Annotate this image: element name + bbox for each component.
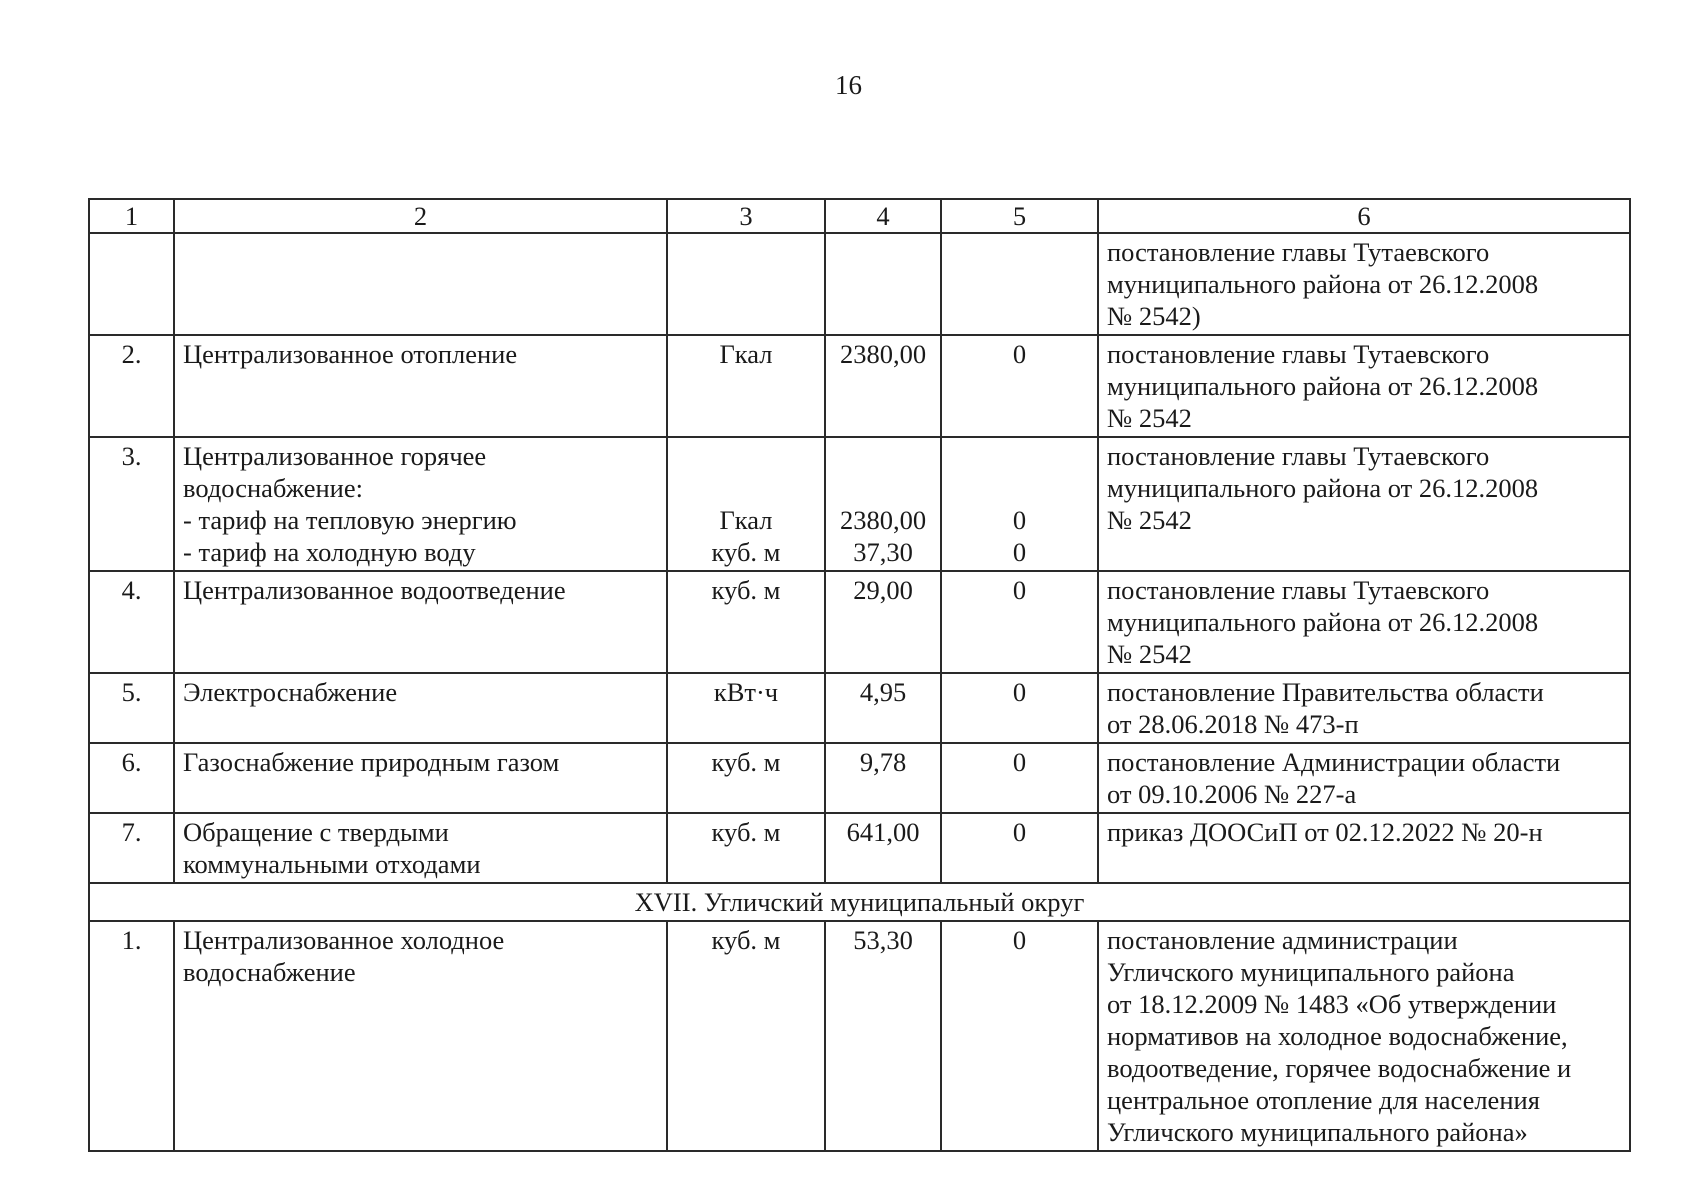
table-row [89, 743, 1630, 813]
service-name: Централизованное холодное водоснабжение [174, 921, 667, 1151]
legal-basis: постановление администрации Угличского муниципального района от 18.12.2009 № 1483 «Об утверждении нормативов на холодное водоснабжение, водоотведение, горячее водоснабжение и центральное отопление для населения Угличского муниципального района» [1098, 921, 1630, 1151]
service-name: Централизованное горячее водоснабжение: - тариф на тепловую энергию - тариф на холодную воду [174, 437, 667, 571]
legal-basis: постановление Правительства области от 28.06.2018 № 473-п [1098, 673, 1630, 743]
table-row [89, 335, 1630, 437]
row-number: 2. [89, 335, 174, 437]
row-number: 4. [89, 571, 174, 673]
service-name: Централизованное водоотведение [174, 571, 667, 673]
service-name: Обращение с твердыми коммунальными отходами [174, 813, 667, 883]
norm-value: 29,00 [825, 571, 941, 673]
legal-basis: постановление главы Тутаевского муниципального района от 26.12.2008 № 2542 [1098, 571, 1630, 673]
legal-basis: постановление главы Тутаевского муниципального района от 26.12.2008 № 2542) [1098, 233, 1630, 335]
section-header-row [89, 883, 1630, 921]
legal-basis: постановление Администрации области от 09.10.2006 № 227-а [1098, 743, 1630, 813]
header-cell: 1 [89, 199, 174, 233]
column-5-value: 0 [941, 921, 1098, 1151]
section-title: XVII. Угличский муниципальный округ [89, 883, 1630, 921]
header-cell: 6 [1098, 199, 1630, 233]
table-row [89, 813, 1630, 883]
tariff-table [88, 198, 1631, 1152]
row-number [89, 233, 174, 335]
header-row [89, 199, 1630, 233]
row-number: 1. [89, 921, 174, 1151]
unit: кВт·ч [667, 673, 825, 743]
service-name: Электроснабжение [174, 673, 667, 743]
header-cell: 4 [825, 199, 941, 233]
norm-value: 2380,00 37,30 [825, 437, 941, 571]
row-number: 3. [89, 437, 174, 571]
table-row [89, 437, 1630, 571]
table-row [89, 571, 1630, 673]
header-cell: 2 [174, 199, 667, 233]
table-row [89, 233, 1630, 335]
service-name: Централизованное отопление [174, 335, 667, 437]
service-name: Газоснабжение природным газом [174, 743, 667, 813]
unit: Гкал [667, 335, 825, 437]
column-5-value: 0 [941, 673, 1098, 743]
legal-basis: постановление главы Тутаевского муниципального района от 26.12.2008 № 2542 [1098, 437, 1630, 571]
legal-basis: постановление главы Тутаевского муниципального района от 26.12.2008 № 2542 [1098, 335, 1630, 437]
column-5-value [941, 233, 1098, 335]
norm-value [825, 233, 941, 335]
row-number: 5. [89, 673, 174, 743]
norm-value: 53,30 [825, 921, 941, 1151]
norm-value: 4,95 [825, 673, 941, 743]
service-name [174, 233, 667, 335]
unit: куб. м [667, 743, 825, 813]
column-5-value: 0 [941, 571, 1098, 673]
norm-value: 2380,00 [825, 335, 941, 437]
unit: Гкал куб. м [667, 437, 825, 571]
header-cell: 5 [941, 199, 1098, 233]
norm-value: 9,78 [825, 743, 941, 813]
table-row [89, 673, 1630, 743]
column-5-value: 0 [941, 743, 1098, 813]
unit [667, 233, 825, 335]
page-number: 16 [835, 70, 862, 100]
header-cell: 3 [667, 199, 825, 233]
unit: куб. м [667, 813, 825, 883]
column-5-value: 0 0 [941, 437, 1098, 571]
norm-value: 641,00 [825, 813, 941, 883]
table-row [89, 921, 1630, 1151]
column-5-value: 0 [941, 335, 1098, 437]
unit: куб. м [667, 921, 825, 1151]
unit: куб. м [667, 571, 825, 673]
column-5-value: 0 [941, 813, 1098, 883]
legal-basis: приказ ДООСиП от 02.12.2022 № 20-н [1098, 813, 1630, 883]
row-number: 6. [89, 743, 174, 813]
row-number: 7. [89, 813, 174, 883]
